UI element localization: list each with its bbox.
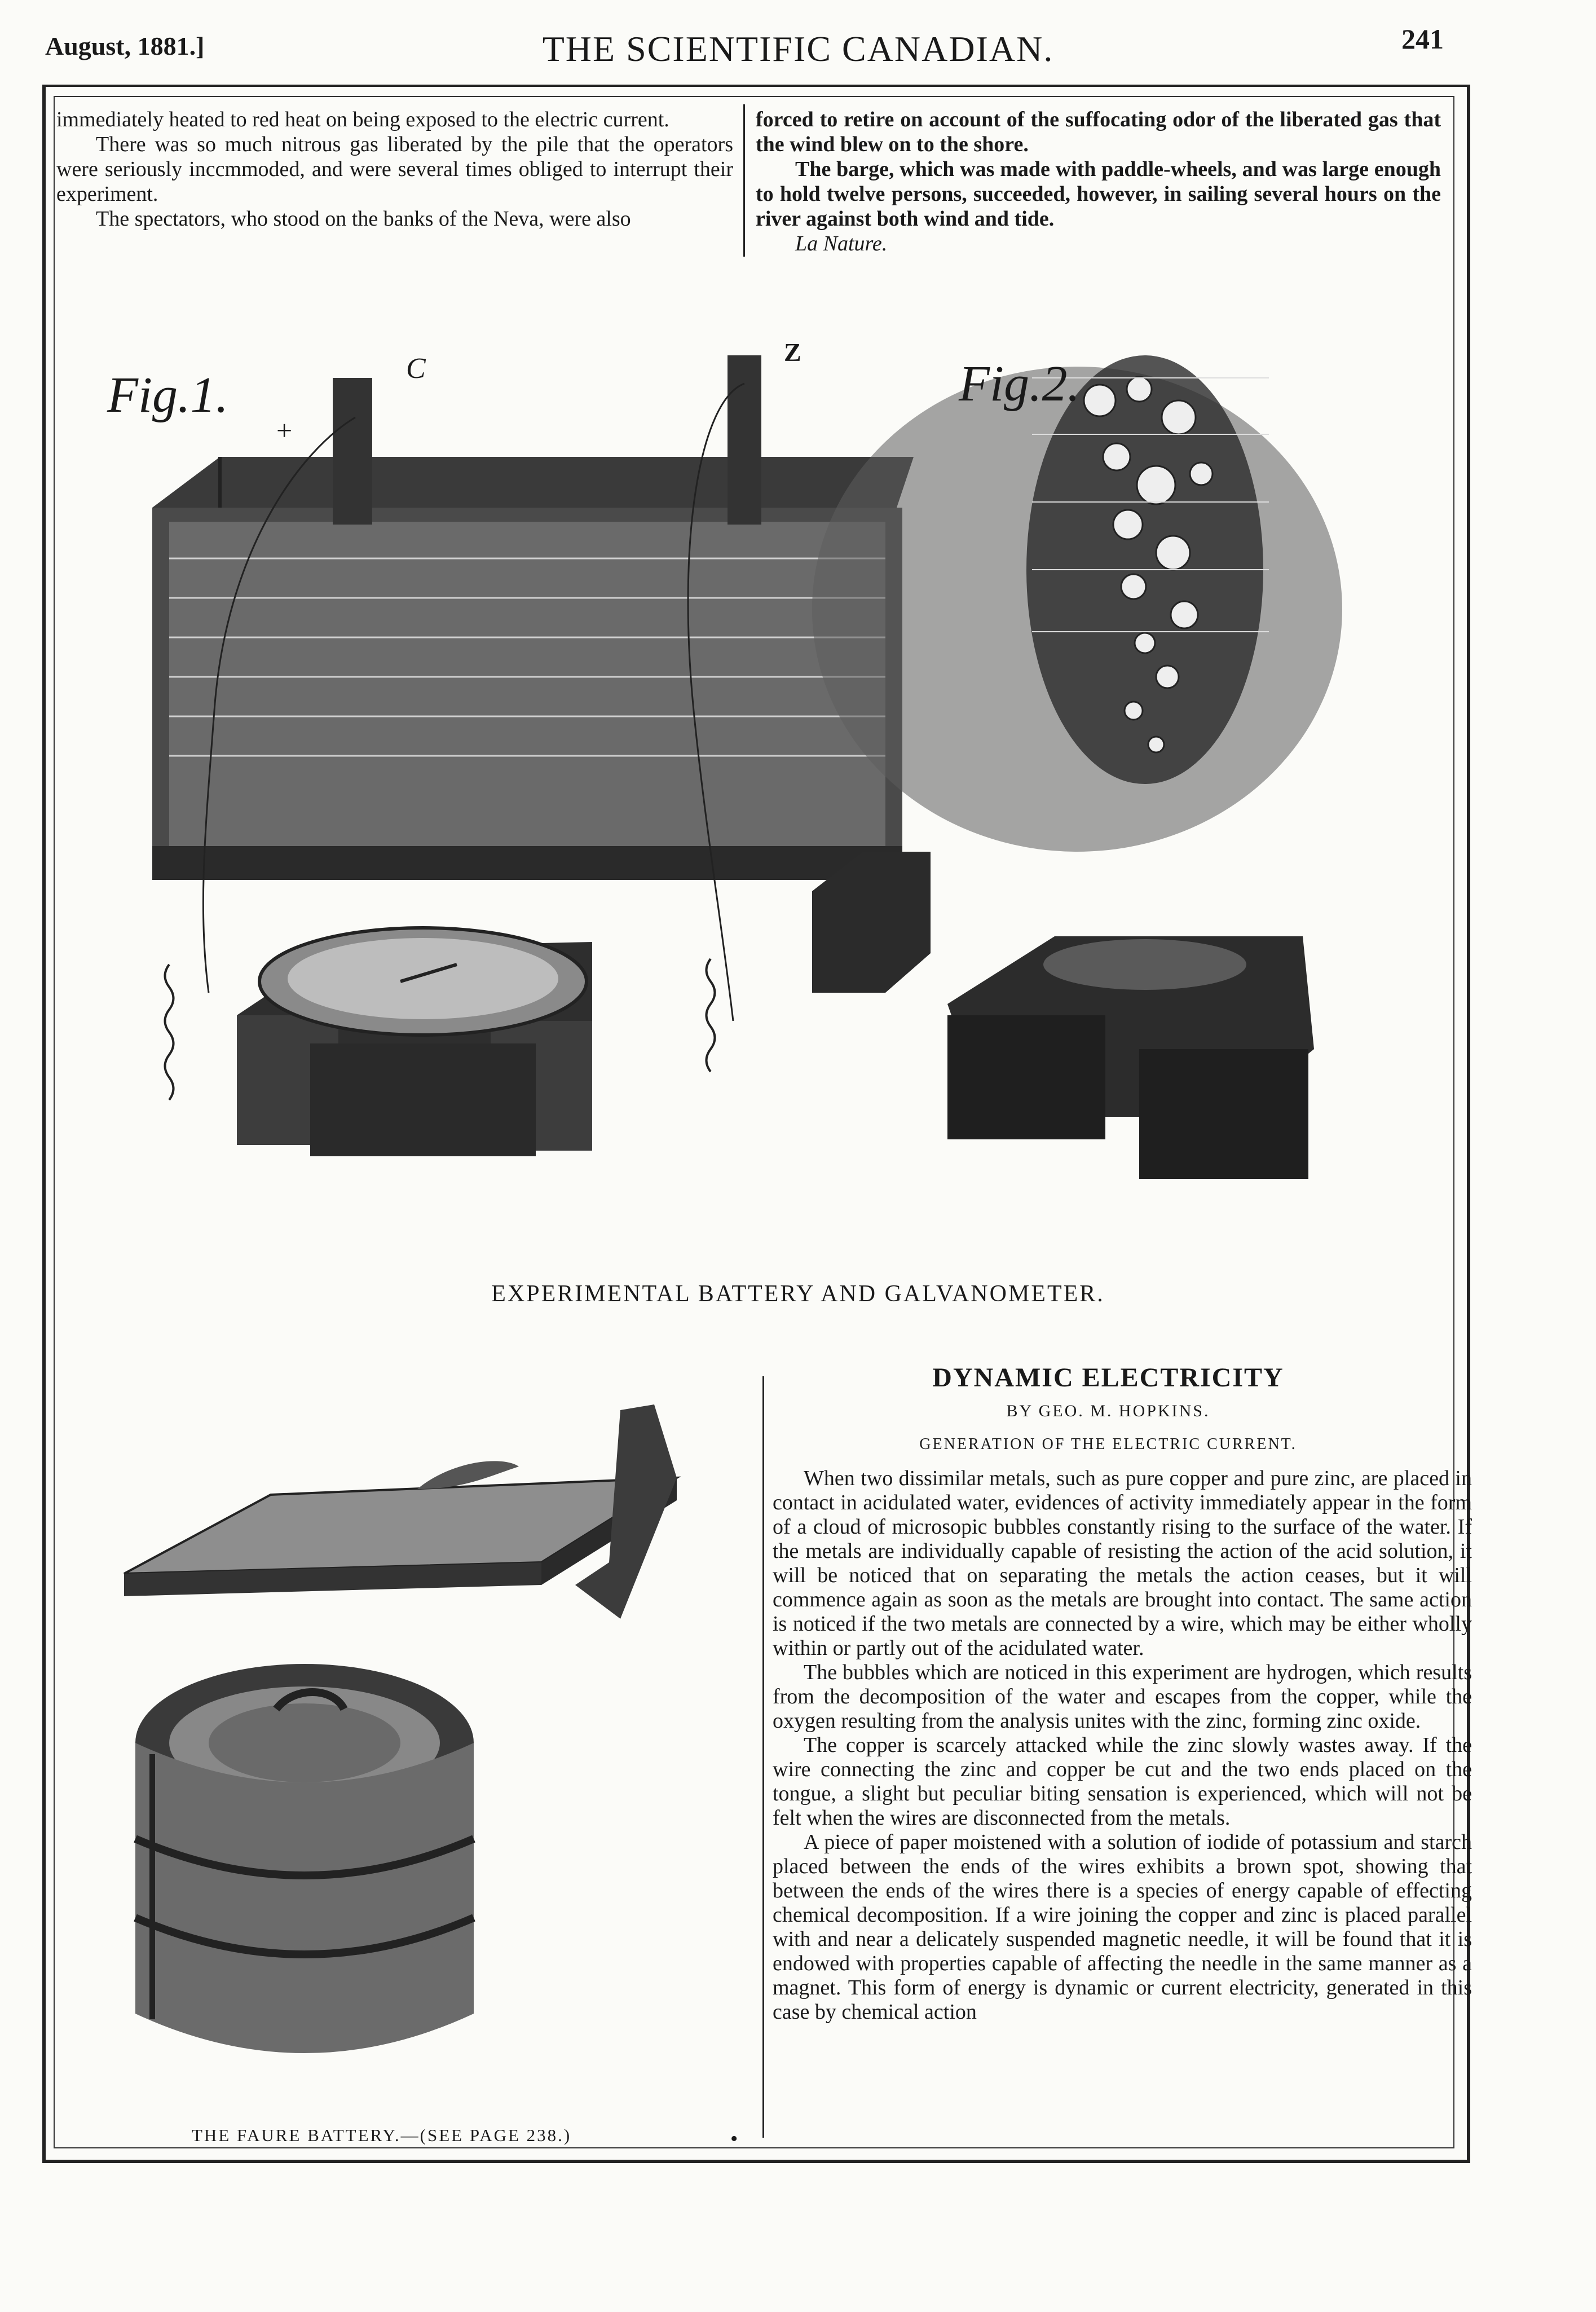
zinc-label: Z: [784, 338, 801, 367]
page-number: 241: [1401, 23, 1444, 55]
column-rule: [743, 104, 745, 257]
issue-date: August, 1881.]: [45, 32, 205, 60]
paragraph: A piece of paper moistened with a solution of iodide of potassium and starch placed between the ends of the wires exhibits a brown spot, showing that between the ends of the wires there is a species of energy capable of effecting chemical decomposition. If a wire joining the copper and zinc is placed parallel with and near a delicately suspended magnetic needle, it will be found that it is endowed with properties capable of affecting the needle in the same manner as a magnet. This form of energy is dynamic or current electricity, generated in this case by chemical action: [773, 1830, 1472, 2024]
magnet-block: [947, 936, 1314, 1179]
top-left-column: [56, 107, 733, 231]
article-title: DYNAMIC ELECTRICITY: [932, 1363, 1284, 1393]
bubble-cloud-illustration: [812, 355, 1342, 852]
plus-terminal-label: +: [276, 415, 293, 446]
column-rule: [762, 1376, 764, 2138]
figure1-caption: EXPERIMENTAL BATTERY AND GALVANOMETER.: [491, 1281, 1105, 1307]
fig1-label: Fig.1.: [107, 367, 228, 423]
article-author: BY GEO. M. HOPKINS.: [1006, 1402, 1210, 1420]
paragraph: immediately heated to red heat on being exposed to the electric current.: [56, 108, 669, 131]
paragraph: When two dissimilar metals, such as pure copper and pure zinc, are placed in contact in acidulated water, evidences of activity immediately appear in the form of a cloud of microsopic bubbles constantly rising to the surface of the water. If the metals are individually capable of resisting the action of the acid solution, it will be noticed that on separating the metals the action ceases, but it will commence again as soon as the metals are brought into contact. The same action is noticed if the two metals are connected by a wire, which may be either wholly within or partly out of the acidulated water.: [773, 1467, 1472, 1660]
paragraph: The copper is scarcely attacked while the zinc slowly wastes away. If the wire connecting the zinc and copper be cut and the two ends placed on the tongue, a slight but peculiar biting sensation is experienced, which will not be felt when the wires are disconnected from the metals.: [773, 1733, 1472, 1830]
fig2-label: Fig.2.: [959, 356, 1080, 412]
source-credit: La Nature.: [795, 232, 888, 256]
paragraph: The spectators, who stood on the banks of the Neva, were also: [96, 207, 631, 231]
bullet-mark: •: [730, 2127, 738, 2151]
paragraph: The barge, which was made with paddle-wheels, and was large enough to hold twelve persons, succeeded, however, in sailing several hours on the river against both wind and tide.: [756, 157, 1441, 231]
lead-plate-assembly: [124, 1404, 677, 1619]
paragraph: The bubbles which are noticed in this experiment are hydrogen, which results from the decomposition of the water and escapes from the copper, while the oxygen resulting from the analysis unites with the zinc, forming zinc oxide.: [773, 1661, 1472, 1733]
figure2-caption: THE FAURE BATTERY.—(SEE PAGE 238.): [192, 2125, 572, 2145]
article-body: [773, 1467, 1472, 2024]
coiled-wire-right: [707, 959, 715, 1072]
zinc-plate: [728, 355, 761, 525]
publication-title: THE SCIENTIFIC CANADIAN.: [542, 29, 1054, 69]
faure-battery-illustration: [113, 1393, 744, 2104]
copper-plate: [333, 378, 372, 525]
battery-galvanometer-illustration: [85, 316, 1466, 1252]
top-right-column: [756, 107, 1441, 256]
copper-label: C: [406, 353, 426, 385]
paragraph: There was so much nitrous gas liberated by the pile that the operators were seriously inccmmoded, and were several times obliged to interrupt their experiment.: [56, 133, 733, 206]
article-subtitle: GENERATION OF THE ELECTRIC CURRENT.: [919, 1435, 1297, 1453]
cylinder-cell: [135, 1664, 474, 2053]
paragraph: forced to retire on account of the suffocating odor of the liberated gas that the wind blew on to the shore.: [756, 108, 1441, 156]
coiled-wire-left: [165, 965, 174, 1100]
galvanometer: [237, 928, 592, 1156]
